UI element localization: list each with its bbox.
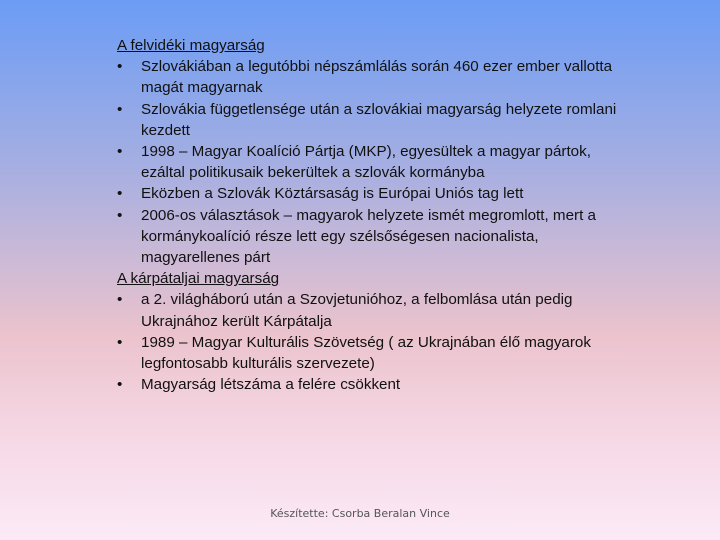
list-item (117, 374, 617, 395)
section-heading-felvidek: A felvidéki magyarság (117, 37, 265, 54)
list-item (117, 141, 617, 183)
list-item (117, 332, 617, 374)
bullet-icon: • (117, 376, 123, 394)
list-item-text: Magyarság létszáma a felére csökkent (141, 376, 401, 394)
list-item-text: Eközben a Szlovák Köztársaság is Európai Uniós tag lett (141, 185, 524, 203)
list-item-text: 1989 – Magyar Kulturális Szövetség ( az Ukrajnában élő magyarok legfontosabb kulturális szervezete) (141, 333, 591, 373)
list-item-text: 1998 – Magyar Koalíció Pártja (MKP), egyesültek a magyar pártok, ezáltal politikusaik bekerültek a szlovák kormányba (141, 143, 591, 182)
bullet-icon: • (117, 185, 123, 203)
list-item-text: Szlovákia függetlensége után a szlovákiai magyarság helyzete romlani kezdett (141, 100, 617, 139)
list-item (117, 205, 617, 269)
list-item (117, 289, 617, 331)
bullet-list-felvidek (117, 56, 617, 268)
bullet-icon: • (117, 206, 123, 224)
list-item-text: 2006-os választások – magyarok helyzete ismét megromlott, mert a kormánykoalíció része lett egy szélsőségesen nacionalista, magyarellenes párt (141, 206, 596, 267)
section-heading-karpatalja: A kárpátaljai magyarság (117, 270, 280, 288)
list-item (117, 99, 617, 141)
bullet-list-karpatalja (117, 289, 617, 395)
bullet-icon: • (117, 100, 123, 118)
list-item-text: a 2. világháború után a Szovjetunióhoz, a felbomlása után pedig Ukrajnához került Kárpátalja (141, 291, 573, 330)
list-item (117, 56, 617, 98)
bullet-icon: • (117, 58, 123, 76)
slide-footer: Készítette: Csorba Beralan Vince (270, 507, 450, 520)
list-item-text: Szlovákiában a legutóbbi népszámlálás során 460 ezer ember vallotta magát magyarnak (141, 58, 613, 97)
bullet-icon: • (117, 333, 123, 351)
bullet-icon: • (117, 143, 123, 161)
slide-content (117, 35, 617, 395)
bullet-icon: • (117, 291, 123, 309)
list-item (117, 183, 617, 204)
